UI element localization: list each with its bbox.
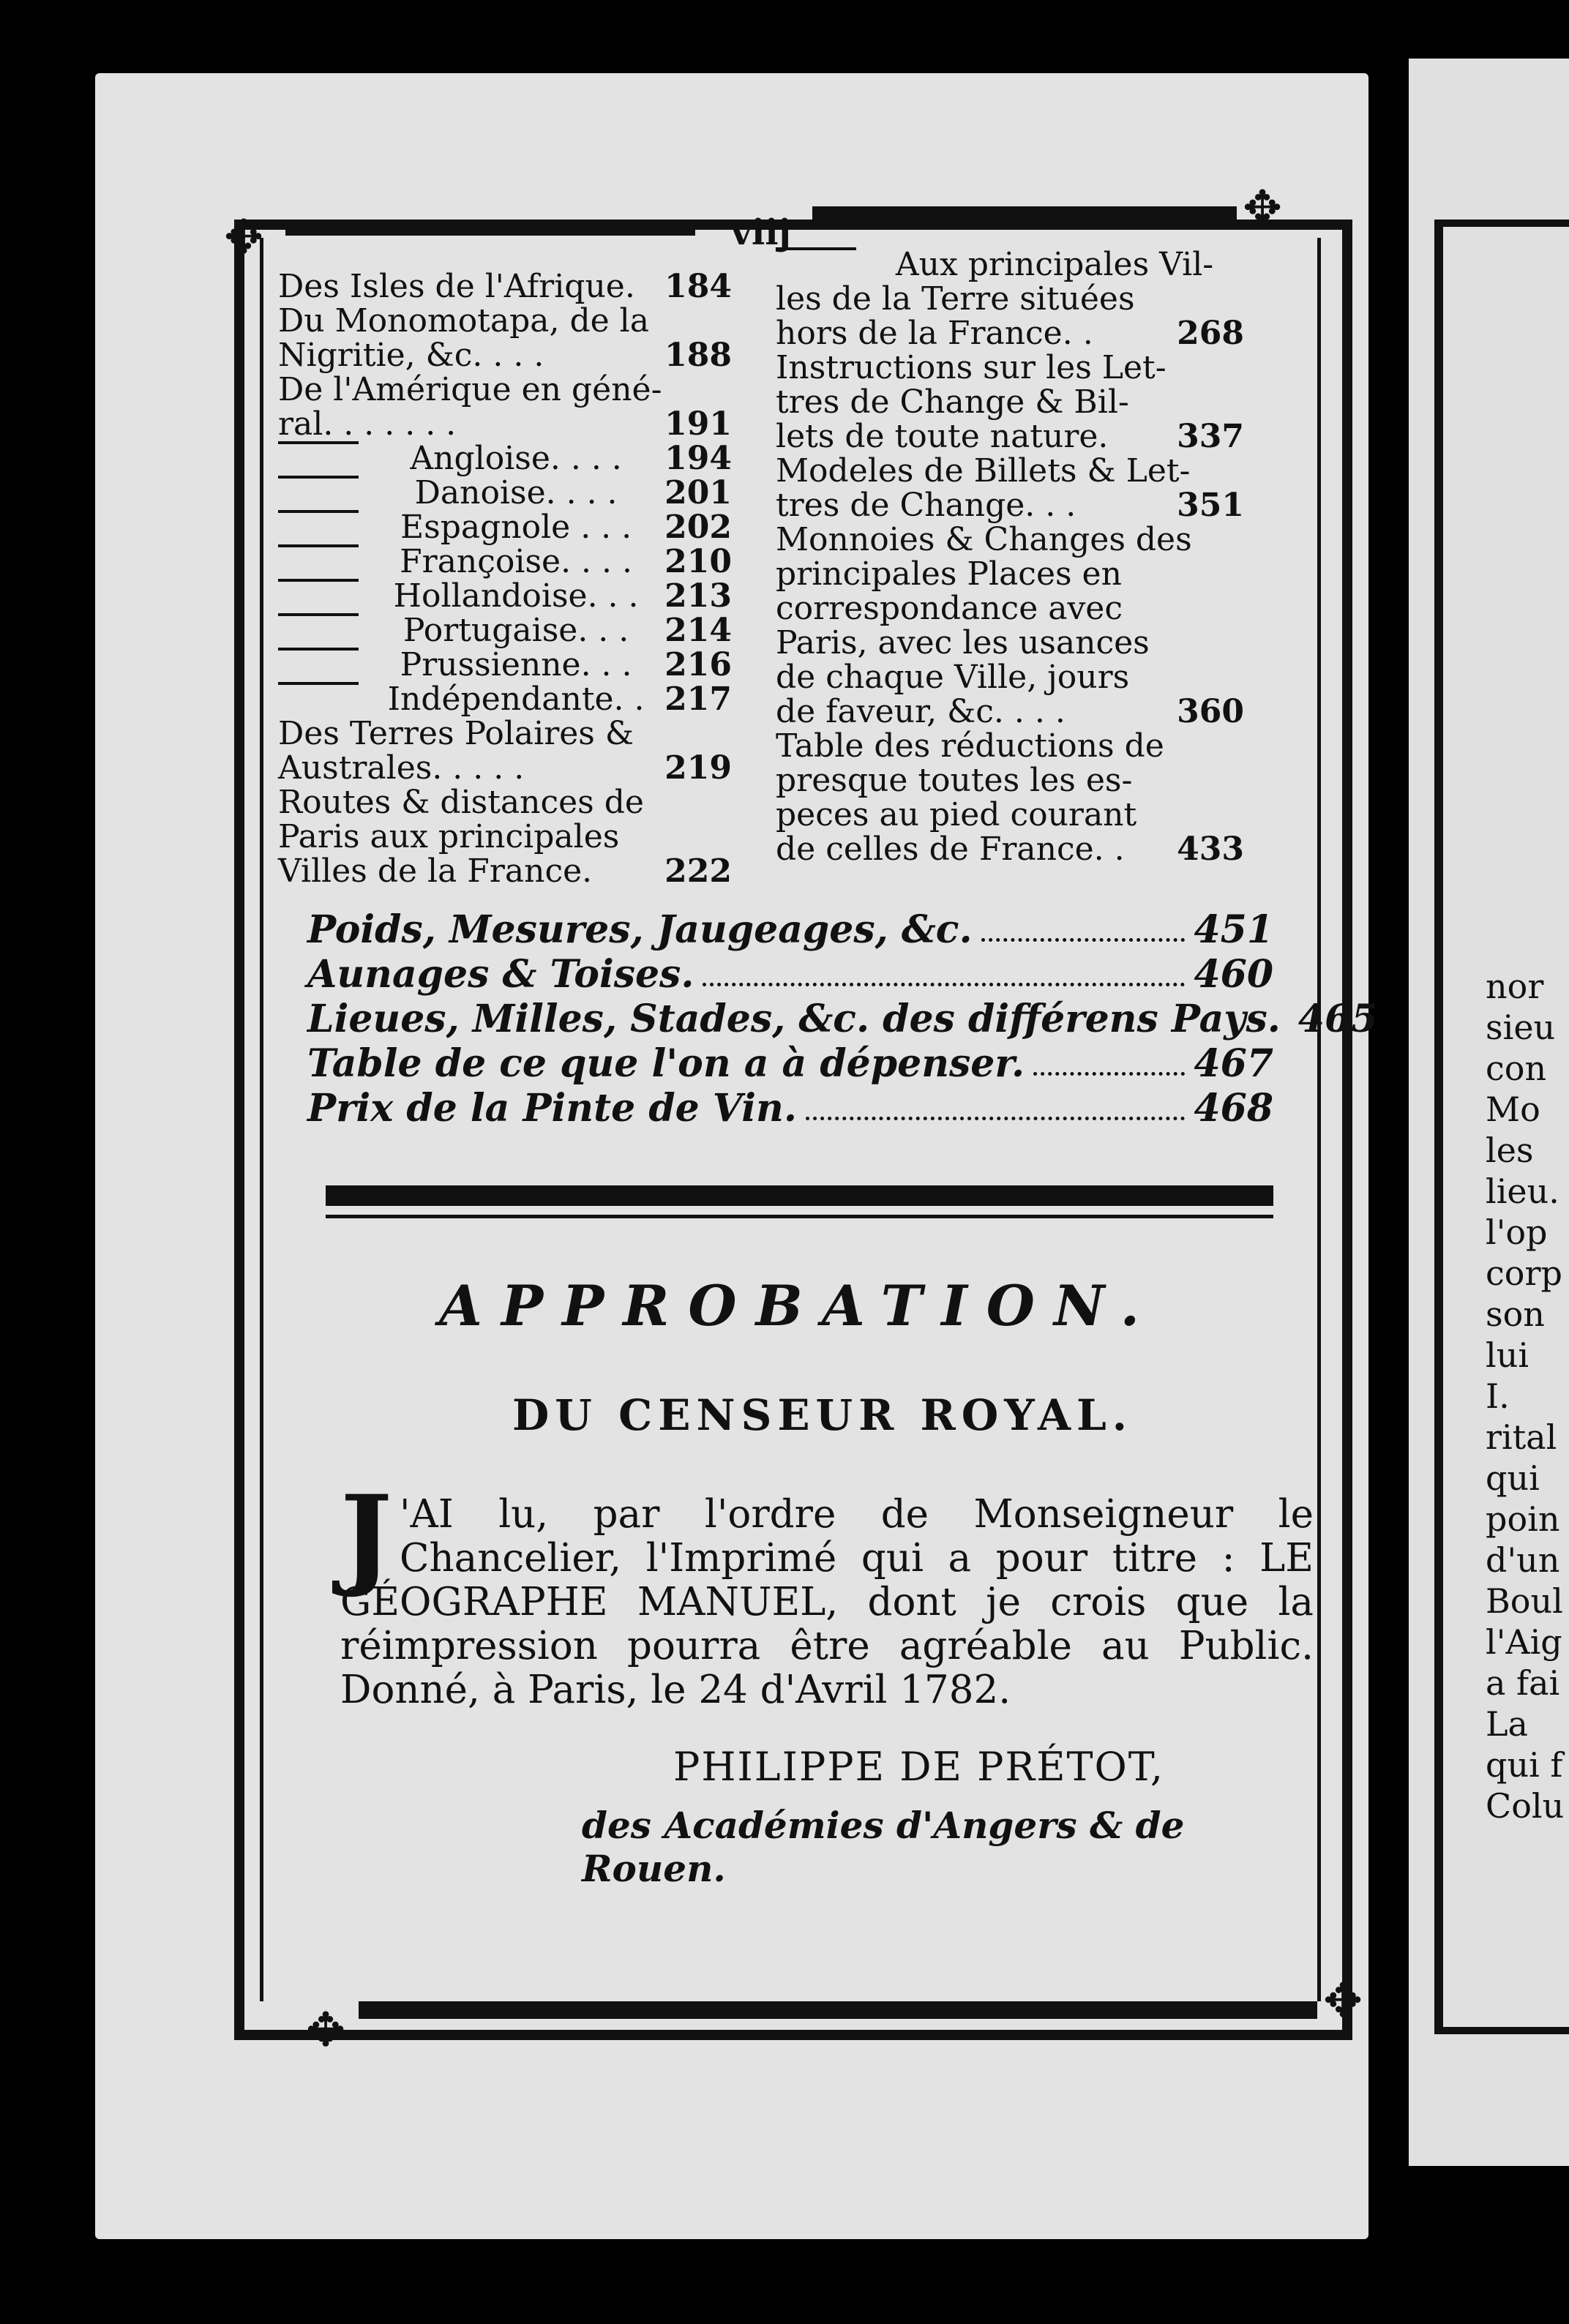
- ditto-dash: [278, 544, 359, 579]
- ditto-dash: [278, 441, 359, 476]
- toc-row: [278, 648, 732, 682]
- toc-entry-label: Poids, Mesures, Jaugeages, &c.: [307, 907, 973, 952]
- toc-page-number: 467: [1194, 1041, 1273, 1086]
- toc-entry-label: Villes de la France.: [278, 852, 593, 890]
- adjacent-text-fragment: rital: [1486, 1417, 1557, 1457]
- toc-entry-label: Aux principales Vil-: [895, 246, 1214, 283]
- toc-page-number: 219: [664, 749, 732, 787]
- toc-row: [278, 407, 732, 441]
- toc-page-number: 216: [664, 646, 732, 683]
- toc-row: [776, 488, 1244, 522]
- ditto-dash: [278, 613, 359, 648]
- adjacent-text-fragment: lui: [1486, 1335, 1529, 1375]
- toc-row: [278, 441, 732, 476]
- toc-entry-label: Paris, avec les usances: [776, 624, 1150, 661]
- adjacent-text-fragment: Boul: [1486, 1581, 1563, 1621]
- toc-page-number: 451: [1194, 907, 1273, 952]
- toc-italic-row: [307, 997, 1378, 1041]
- adjacent-text-fragment: nor: [1486, 967, 1544, 1006]
- signature-title: des Académies d'Angers & de Rouen.: [582, 1804, 1185, 1890]
- toc-entry-label: Françoise. . . .: [400, 543, 632, 580]
- toc-page-number: 210: [664, 543, 732, 580]
- adjacent-text-fragment: lieu.: [1486, 1172, 1559, 1211]
- toc-entry-label: Monnoies & Changes des: [776, 521, 1192, 558]
- toc-entry-label: Routes & distances de: [278, 784, 644, 821]
- toc-row: [776, 419, 1244, 454]
- toc-page-number: 433: [1177, 831, 1244, 868]
- toc-row: [278, 785, 732, 820]
- toc-entry-label: Espagnole . . .: [400, 509, 632, 546]
- toc-entry-label: De l'Amérique en géné-: [278, 371, 662, 408]
- toc-entry-label: de faveur, &c. . . .: [776, 693, 1066, 730]
- toc-row: [278, 716, 732, 751]
- adjacent-text-fragment: Mo: [1486, 1090, 1540, 1129]
- toc-row: [776, 729, 1244, 763]
- approbation-title: APPROBATION.: [439, 1273, 1159, 1338]
- approbation-text: [340, 1472, 1314, 1712]
- toc-row: [776, 832, 1244, 866]
- toc-page-number: 268: [1177, 315, 1244, 352]
- toc-row: [776, 454, 1244, 488]
- toc-page-number: 360: [1177, 693, 1244, 730]
- toc-entry-label: Paris aux principales: [278, 818, 620, 855]
- toc-left-column: [278, 269, 732, 888]
- adjacent-text-fragment: corp: [1486, 1253, 1562, 1293]
- toc-row: [776, 798, 1244, 832]
- signature-name: PHILIPPE DE PRÉTOT,: [673, 1744, 1165, 1790]
- corner-ornament-icon: ✥: [1323, 1974, 1363, 2028]
- toc-entry-label: Danoise. . . .: [414, 474, 618, 511]
- toc-entry-label: ral. . . . . . .: [278, 405, 457, 443]
- toc-row: [278, 338, 732, 372]
- toc-entry-label: Prussienne. . .: [400, 646, 632, 683]
- toc-page-number: 460: [1194, 952, 1273, 997]
- adjacent-text-fragment: qui: [1486, 1458, 1540, 1498]
- footer-rule: [359, 2001, 1317, 2019]
- toc-page-number: 213: [664, 577, 732, 615]
- page-number: viij: [731, 212, 791, 253]
- leader-dots: [1033, 1041, 1185, 1076]
- toc-row: [278, 372, 732, 407]
- section-rule: [326, 1185, 1273, 1206]
- toc-row: [776, 763, 1244, 798]
- toc-page-number: 184: [664, 268, 732, 305]
- toc-italic-row: [307, 1086, 1273, 1131]
- toc-entry-label: Des Isles de l'Afrique.: [278, 268, 635, 305]
- toc-entry-label: Prix de la Pinte de Vin.: [307, 1086, 797, 1131]
- toc-entry-label: hors de la France. .: [776, 315, 1093, 352]
- drop-cap: J: [340, 1472, 392, 1600]
- toc-page-number: 188: [664, 337, 732, 374]
- ditto-dash: [278, 682, 359, 716]
- toc-italic-list: [307, 907, 1378, 1131]
- toc-row: [776, 247, 1244, 282]
- toc-row: [776, 385, 1244, 419]
- toc-entry-label: Modeles de Billets & Let-: [776, 452, 1191, 490]
- ditto-dash: [278, 510, 359, 544]
- toc-entry-label: Table des réductions de: [776, 727, 1164, 765]
- toc-entry-label: Nigritie, &c. . . .: [278, 337, 544, 374]
- header-rule: [812, 206, 1237, 222]
- approbation-body: 'AI lu, par l'ordre de Monseigneur le Chancelier, l'Imprimé qui a pour titre : LE GÉOGRAPHE MANUEL, dont je crois que la réimpression pourra être agréable au Public. Donné, à Paris, le 24 d'Avril 1782.: [340, 1492, 1314, 1712]
- toc-entry-label: presque toutes les es-: [776, 762, 1133, 799]
- toc-entry-label: Aunages & Toises.: [307, 952, 694, 997]
- toc-entry-label: Angloise. . . .: [410, 440, 622, 477]
- toc-row: [776, 351, 1244, 385]
- toc-row: [278, 820, 732, 854]
- adjacent-text-fragment: Colu: [1486, 1786, 1565, 1826]
- toc-row: [278, 269, 732, 304]
- toc-entry-label: lets de toute nature.: [776, 418, 1109, 455]
- toc-entry-label: Du Monomotapa, de la: [278, 302, 649, 340]
- toc-entry-label: correspondance avec: [776, 590, 1123, 627]
- toc-entry-label: Portugaise. . .: [402, 612, 629, 649]
- adjacent-text-fragment: poin: [1486, 1499, 1560, 1539]
- toc-page-number: 337: [1177, 418, 1244, 455]
- adjacent-text-fragment: d'un: [1486, 1540, 1560, 1580]
- ditto-dash: [278, 476, 359, 510]
- toc-row: [278, 751, 732, 785]
- toc-row: [776, 282, 1244, 316]
- toc-page-number: 217: [664, 681, 732, 718]
- toc-row: [776, 660, 1244, 694]
- toc-row: [278, 579, 732, 613]
- section-rule-thin: [326, 1215, 1273, 1218]
- toc-page-number: 194: [664, 440, 732, 477]
- toc-entry-label: Des Terres Polaires &: [278, 715, 634, 752]
- toc-row: [278, 510, 732, 544]
- toc-entry-label: peces au pied courant: [776, 796, 1137, 833]
- toc-row: [278, 682, 732, 716]
- toc-page-number: 222: [664, 852, 732, 890]
- adjacent-text-fragment: qui f: [1486, 1745, 1563, 1785]
- toc-page-number: 201: [664, 474, 732, 511]
- toc-entry-label: Lieues, Milles, Stades, &c. des différens Pays.: [307, 997, 1281, 1041]
- toc-italic-row: [307, 907, 1273, 952]
- toc-page-number: 465: [1297, 997, 1378, 1041]
- toc-row: [776, 316, 1244, 351]
- toc-row: [776, 557, 1244, 591]
- adjacent-text-fragment: a fai: [1486, 1663, 1560, 1703]
- toc-row: [278, 854, 732, 888]
- toc-page-number: 191: [664, 405, 732, 443]
- toc-page-number: 202: [664, 509, 732, 546]
- leader-dots: [703, 952, 1185, 986]
- corner-ornament-icon: ✥: [306, 2003, 345, 2058]
- toc-page-number: 468: [1194, 1086, 1273, 1131]
- toc-row: [776, 694, 1244, 729]
- adjacent-page-text: [1486, 966, 1564, 1826]
- toc-entry-label: tres de Change. . .: [776, 487, 1076, 524]
- toc-entry-label: Table de ce que l'on a à dépenser.: [307, 1041, 1025, 1086]
- corner-ornament-icon: ✥: [1243, 181, 1282, 236]
- adjacent-text-fragment: les: [1486, 1131, 1534, 1170]
- toc-row: [278, 476, 732, 510]
- toc-entry-label: Australes. . . . .: [278, 749, 525, 787]
- toc-italic-row: [307, 1041, 1273, 1086]
- toc-row: [776, 626, 1244, 660]
- toc-row: [776, 591, 1244, 626]
- header-rule: [285, 220, 695, 236]
- toc-entry-label: Indépendante. .: [387, 681, 645, 718]
- adjacent-text-fragment: I.: [1486, 1376, 1510, 1416]
- leader-dots: [981, 907, 1186, 942]
- toc-entry-label: principales Places en: [776, 555, 1122, 593]
- toc-page-number: 351: [1177, 487, 1244, 524]
- leader-dots: [806, 1086, 1185, 1120]
- toc-row: [278, 304, 732, 338]
- toc-entry-label: de celles de France. .: [776, 831, 1125, 868]
- toc-entry-label: les de la Terre situées: [776, 280, 1135, 318]
- ditto-dash: [278, 579, 359, 613]
- toc-entry-label: Hollandoise. . .: [393, 577, 639, 615]
- approbation-subtitle: DU CENSEUR ROYAL.: [512, 1390, 1133, 1440]
- ditto-dash: [776, 247, 856, 282]
- toc-italic-row: [307, 952, 1273, 997]
- ditto-dash: [278, 648, 359, 682]
- toc-row: [278, 613, 732, 648]
- corner-ornament-icon: ✥: [224, 211, 263, 265]
- toc-entry-label: tres de Change & Bil-: [776, 383, 1129, 421]
- adjacent-text-fragment: l'Aig: [1486, 1622, 1562, 1662]
- adjacent-text-fragment: sieu: [1486, 1008, 1556, 1047]
- adjacent-text-fragment: La: [1486, 1704, 1528, 1744]
- toc-entry-label: de chaque Ville, jours: [776, 659, 1130, 696]
- toc-entry-label: Instructions sur les Let-: [776, 349, 1167, 386]
- adjacent-text-fragment: l'op: [1486, 1212, 1548, 1252]
- toc-row: [278, 544, 732, 579]
- adjacent-text-fragment: son: [1486, 1294, 1545, 1334]
- toc-right-column: [776, 247, 1244, 866]
- adjacent-text-fragment: con: [1486, 1049, 1547, 1088]
- toc-page-number: 214: [664, 612, 732, 649]
- toc-row: [776, 522, 1244, 557]
